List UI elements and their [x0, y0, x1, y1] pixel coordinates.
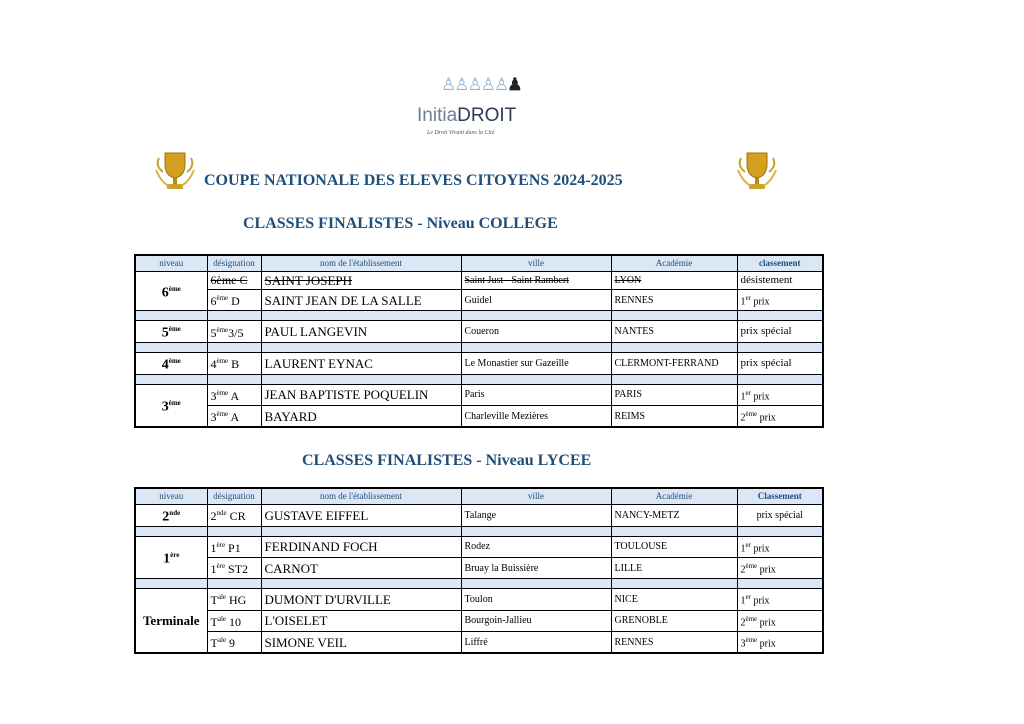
- niveau-cell: 2nde: [135, 505, 207, 527]
- header-nom: nom de l'établissement: [261, 255, 461, 272]
- ville-cell: Toulon: [461, 589, 611, 610]
- nom-cell: LAURENT EYNAC: [261, 352, 461, 374]
- table-row: [135, 405, 823, 427]
- niveau-cell: 5ème: [135, 321, 207, 343]
- table-row: [135, 290, 823, 311]
- header-niveau: niveau: [135, 488, 207, 505]
- header-nom: nom de l'établissement: [261, 488, 461, 505]
- nom-cell: L'OISELET: [261, 610, 461, 631]
- classement-cell: 2ème prix: [737, 557, 823, 578]
- nom-cell: SIMONE VEIL: [261, 631, 461, 653]
- header-academie: Académie: [611, 488, 737, 505]
- academie-cell: NANCY-METZ: [611, 505, 737, 527]
- nom-cell: SAINT JOSEPH: [261, 272, 461, 290]
- niveau-cell: 3ème: [135, 384, 207, 427]
- nom-cell: SAINT JEAN DE LA SALLE: [261, 290, 461, 311]
- nom-cell: BAYARD: [261, 405, 461, 427]
- classement-cell: 2ème prix: [737, 405, 823, 427]
- header-designation: désignation: [207, 488, 261, 505]
- academie-cell: LILLE: [611, 557, 737, 578]
- academie-cell: TOULOUSE: [611, 536, 737, 557]
- designation-cell: $T^{ale}$ 9: [207, 631, 261, 653]
- table-row: [135, 631, 823, 653]
- niveau-cell: 1ère: [135, 536, 207, 579]
- separator-row: [135, 311, 823, 321]
- college-table: [134, 254, 824, 428]
- designation-cell: 5ème3/5: [207, 321, 261, 343]
- niveau-cell: Terminale: [135, 589, 207, 653]
- table-row: [135, 505, 823, 527]
- nom-cell: CARNOT: [261, 557, 461, 578]
- designation-cell: $T^{ale}$ HG: [207, 589, 261, 610]
- table-row: [135, 536, 823, 557]
- designation-cell: 1ère ST2: [207, 557, 261, 578]
- ville-cell: Paris: [461, 384, 611, 405]
- classement-cell: prix spécial: [737, 505, 823, 527]
- header-designation: désignation: [207, 255, 261, 272]
- ville-cell: Charleville Mezières: [461, 405, 611, 427]
- table-row: [135, 352, 823, 374]
- designation-cell: 4ème B: [207, 352, 261, 374]
- academie-cell: GRENOBLE: [611, 610, 737, 631]
- academie-cell: RENNES: [611, 290, 737, 311]
- header-ville: ville: [461, 488, 611, 505]
- table-header: [135, 488, 823, 505]
- college-heading: CLASSES FINALISTES - Niveau COLLEGE: [243, 215, 558, 232]
- trophy-icon: [153, 150, 197, 192]
- table-row: [135, 557, 823, 578]
- header-niveau: niveau: [135, 255, 207, 272]
- separator-row: [135, 526, 823, 536]
- academie-cell: PARIS: [611, 384, 737, 405]
- separator-row: [135, 342, 823, 352]
- logo-tagline: Le Droit Vivant dans la Cité: [427, 130, 495, 136]
- lycee-table: [134, 487, 824, 654]
- designation-cell: $T^{ale}$ 10: [207, 610, 261, 631]
- classement-cell: désistement: [737, 272, 823, 290]
- header-classement: Classement: [737, 488, 823, 505]
- niveau-cell: 6ème: [135, 272, 207, 311]
- designation-cell: 1ère P1: [207, 536, 261, 557]
- designation-cell: 3ème A: [207, 384, 261, 405]
- initiadroit-logo: [413, 75, 523, 140]
- table-row: [135, 321, 823, 343]
- ville-cell: Le Monastier sur Gazeille: [461, 352, 611, 374]
- classement-cell: prix spécial: [737, 321, 823, 343]
- page-title: COUPE NATIONALE DES ELEVES CITOYENS 2024-2025: [204, 172, 623, 189]
- classement-cell: 1er prix: [737, 384, 823, 405]
- academie-cell: NICE: [611, 589, 737, 610]
- table-row: [135, 272, 823, 290]
- header-classement: classement: [737, 255, 823, 272]
- academie-cell: CLERMONT-FERRAND: [611, 352, 737, 374]
- table-row: [135, 589, 823, 610]
- logo-brand: InitiaDROIT: [417, 105, 517, 126]
- table-row: [135, 610, 823, 631]
- classement-cell: 3ème prix: [737, 631, 823, 653]
- ville-cell: Saint Just - Saint Rambert: [461, 272, 611, 290]
- ville-cell: Bruay la Buissière: [461, 557, 611, 578]
- designation-cell: 3ème A: [207, 405, 261, 427]
- classement-cell: 2ème prix: [737, 610, 823, 631]
- nom-cell: PAUL LANGEVIN: [261, 321, 461, 343]
- nom-cell: FERDINAND FOCH: [261, 536, 461, 557]
- designation-cell: 2nde CR: [207, 505, 261, 527]
- academie-cell: RENNES: [611, 631, 737, 653]
- ville-cell: Talange: [461, 505, 611, 527]
- nom-cell: GUSTAVE EIFFEL: [261, 505, 461, 527]
- classement-cell: 1er prix: [737, 589, 823, 610]
- trophy-icon: [735, 150, 779, 192]
- separator-row: [135, 374, 823, 384]
- nom-cell: DUMONT D'URVILLE: [261, 589, 461, 610]
- table-row: [135, 384, 823, 405]
- header-ville: ville: [461, 255, 611, 272]
- table-header: [135, 255, 823, 272]
- academie-cell: LYON: [611, 272, 737, 290]
- classement-cell: 1er prix: [737, 290, 823, 311]
- ville-cell: Rodez: [461, 536, 611, 557]
- ville-cell: Liffré: [461, 631, 611, 653]
- header-academie: Académie: [611, 255, 737, 272]
- lycee-heading: CLASSES FINALISTES - Niveau LYCEE: [302, 452, 592, 469]
- ville-cell: Bourgoin-Jallieu: [461, 610, 611, 631]
- classement-cell: 1er prix: [737, 536, 823, 557]
- classement-cell: prix spécial: [737, 352, 823, 374]
- designation-cell: 6ème D: [207, 290, 261, 311]
- academie-cell: NANTES: [611, 321, 737, 343]
- designation-cell: 6ème C: [207, 272, 261, 290]
- niveau-cell: 4ème: [135, 352, 207, 374]
- nom-cell: JEAN BAPTISTE POQUELIN: [261, 384, 461, 405]
- ville-cell: Coueron: [461, 321, 611, 343]
- academie-cell: REIMS: [611, 405, 737, 427]
- ville-cell: Guidel: [461, 290, 611, 311]
- separator-row: [135, 579, 823, 589]
- people-icon: ♙♙♙♙♙♟: [441, 75, 521, 94]
